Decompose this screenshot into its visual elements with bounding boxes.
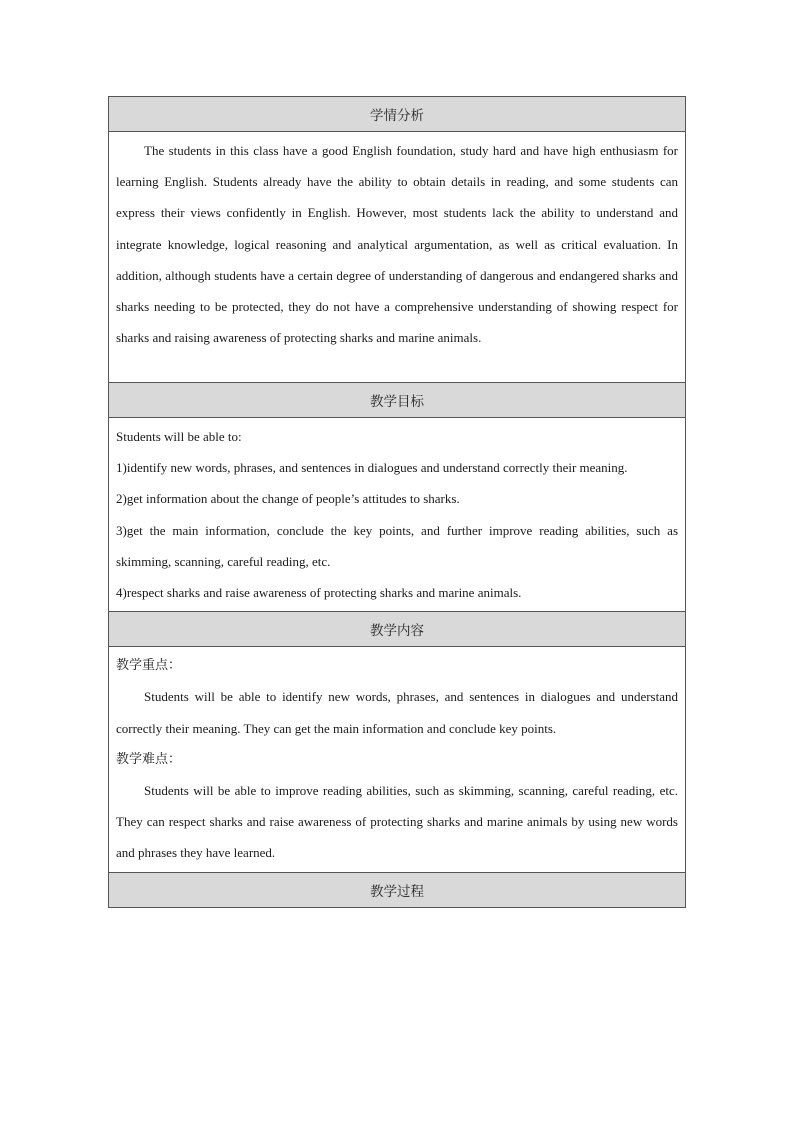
objective-item-2: 2)get information about the change of people’s attitudes to sharks. [116,491,460,507]
lesson-plan-table [108,96,686,908]
objective-item-4: 4)respect sharks and raise awareness of protecting sharks and marine animals. [116,585,522,601]
analysis-header: 学情分析 [109,97,686,132]
content-header-row [109,612,686,647]
difficult-points-text: Students will be able to improve reading abilities, such as skimming, scanning, careful reading, etc. They can respect sharks and raise awareness of protecting sharks and marine animals by using new words and phrases they have learned. [116,783,678,861]
objectives-header-row [109,383,686,418]
objective-item-3: 3)get the main information, conclude the key points, and further improve reading abilities, such as skimming, scanning, careful reading, etc. [116,522,678,569]
content-body-row [109,647,686,872]
analysis-header-row [109,97,686,132]
objective-item-1: 1)identify new words, phrases, and sentences in dialogues and understand correctly their meaning. [116,460,628,476]
objectives-intro: Students will be able to: [116,429,242,444]
difficult-points-label: 教学难点： [116,751,182,767]
process-header: 教学过程 [109,872,686,907]
key-points-label: 教学重点： [116,658,182,674]
analysis-paragraph: The students in this class have a good English foundation, study hard and have high enthusiasm for learning English. Students already have the ability to obtain details in reading, and some students can express their views confidently in English. However, most students lack the ability to understand and integrate knowledge, logical reasoning and analytical argumentation, as well as critical evaluation. In addition, although students have a certain degree of understanding of dangerous and endangered sharks and sharks needing to be protected, they do not have a comprehensive understanding of showing respect for sharks and raising awareness of protecting sharks and marine animals. [116,143,678,346]
analysis-body [109,132,686,383]
key-points-text: Students will be able to identify new words, phrases, and sentences in dialogues and understand correctly their meaning. They can get the main information and conclude key points. [116,689,678,736]
objectives-header: 教学目标 [109,383,686,418]
objectives-body-row [109,418,686,612]
objectives-body [109,418,686,612]
analysis-body-row [109,132,686,383]
content-header: 教学内容 [109,612,686,647]
content-body [109,647,686,872]
process-header-row [109,872,686,907]
